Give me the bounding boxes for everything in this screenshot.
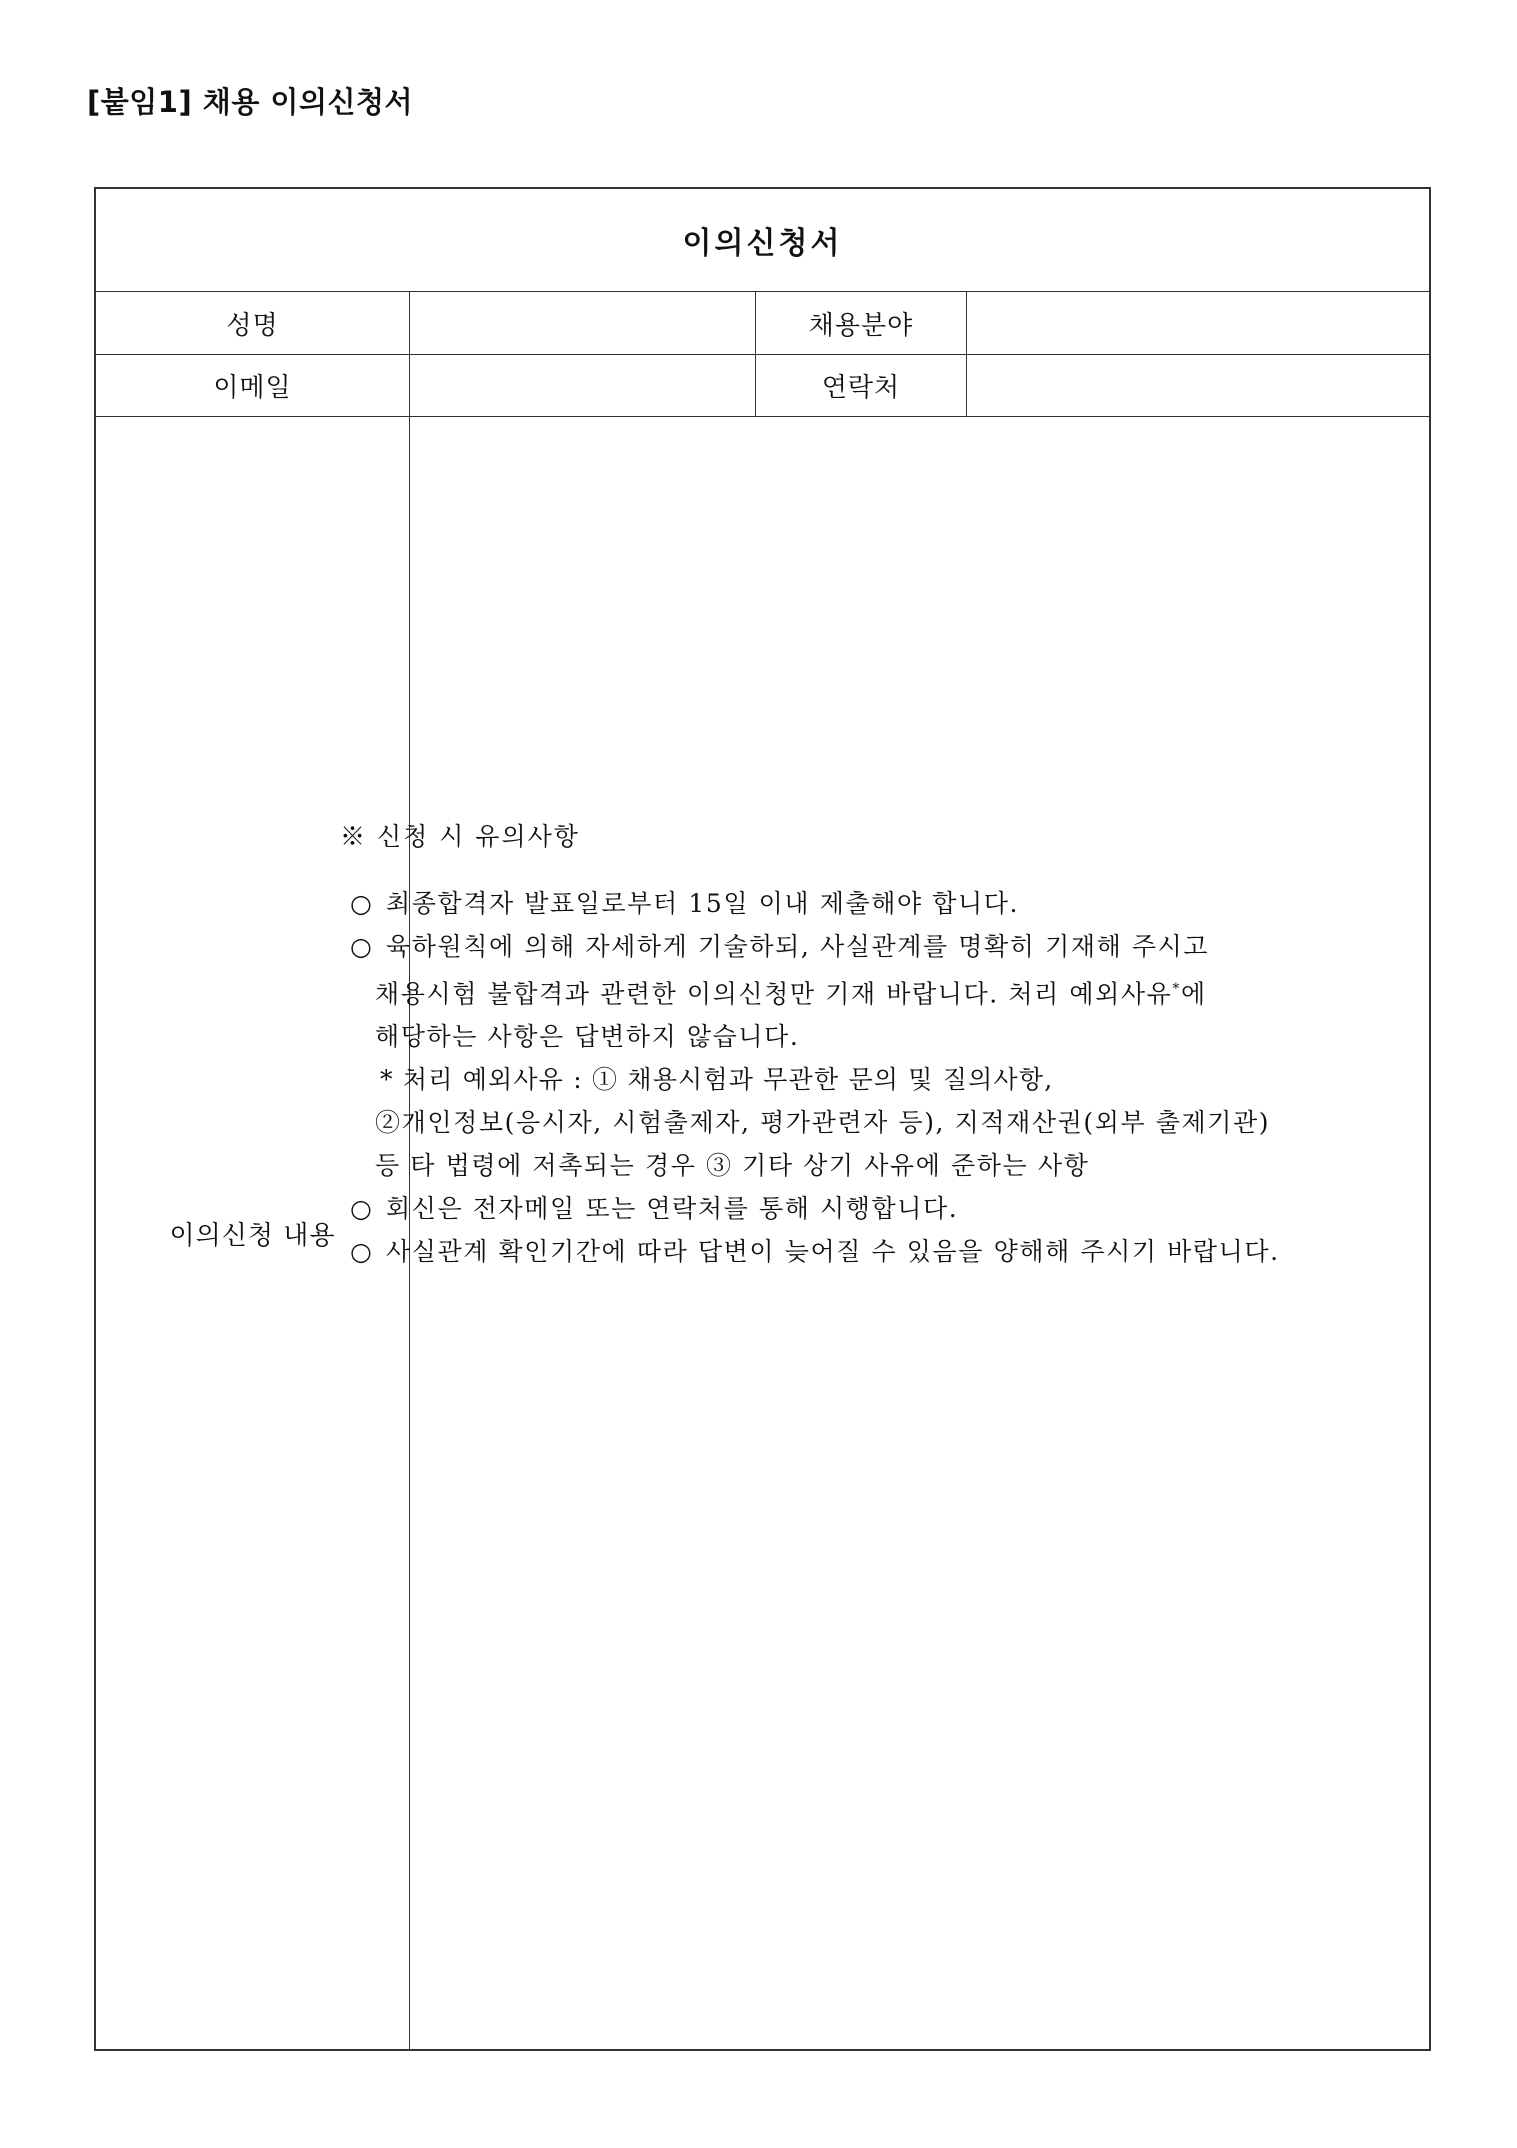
name-label: 성명 — [96, 292, 410, 354]
field-input-cell[interactable] — [967, 292, 1429, 354]
note-line: ○ 육하원칙에 의해 자세하게 기술하되, 사실관계를 명확히 기재해 주시고 — [340, 925, 1280, 968]
field-label: 채용분야 — [756, 292, 967, 354]
note-line: ②개인정보(응시자, 시험출제자, 평가관련자 등), 지적재산권(외부 출제기관) — [375, 1108, 1271, 1138]
contact-label: 연락처 — [756, 355, 967, 416]
form-title: 이의신청서 — [96, 189, 1429, 292]
note-line: * 처리 예외사유 : ① 채용시험과 무관한 문의 및 질의사항, — [380, 1065, 1054, 1095]
bullet-circle: ○ — [350, 932, 374, 961]
notes-block — [340, 815, 1280, 1273]
note-line: 채용시험 불합격과 관련한 이의신청만 기재 바랍니다. 처리 예외사유*에 — [375, 979, 1207, 1009]
bullet-circle: ○ — [350, 889, 374, 918]
row-name-field — [96, 292, 1429, 355]
content-label: 이의신청 내용 — [96, 417, 410, 2049]
bullet-circle: ○ — [350, 1194, 374, 1224]
note-line: 해당하는 사항은 답변하지 않습니다. — [375, 1022, 800, 1052]
email-label: 이메일 — [96, 355, 410, 416]
email-input-cell[interactable] — [410, 355, 756, 416]
bullet-circle: ○ — [350, 1237, 374, 1267]
note-line: 등 타 법령에 저촉되는 경우 ③ 기타 상기 사유에 준하는 사항 — [375, 1151, 1090, 1181]
note-line: ○ 회신은 전자메일 또는 연락처를 통해 시행합니다. — [340, 1187, 1280, 1230]
note-line: ○ 사실관계 확인기간에 따라 답변이 늦어질 수 있음을 양해해 주시기 바랍니다. — [340, 1230, 1280, 1273]
name-input-cell[interactable] — [410, 292, 756, 354]
attachment-title: [붙임1] 채용 이의신청서 — [87, 85, 414, 119]
note-line: ○ 최종합격자 발표일로부터 15일 이내 제출해야 합니다. — [340, 882, 1280, 925]
contact-input-cell[interactable] — [967, 355, 1429, 416]
notes-heading: ※ 신청 시 유의사항 — [340, 822, 580, 851]
row-email-contact — [96, 355, 1429, 417]
